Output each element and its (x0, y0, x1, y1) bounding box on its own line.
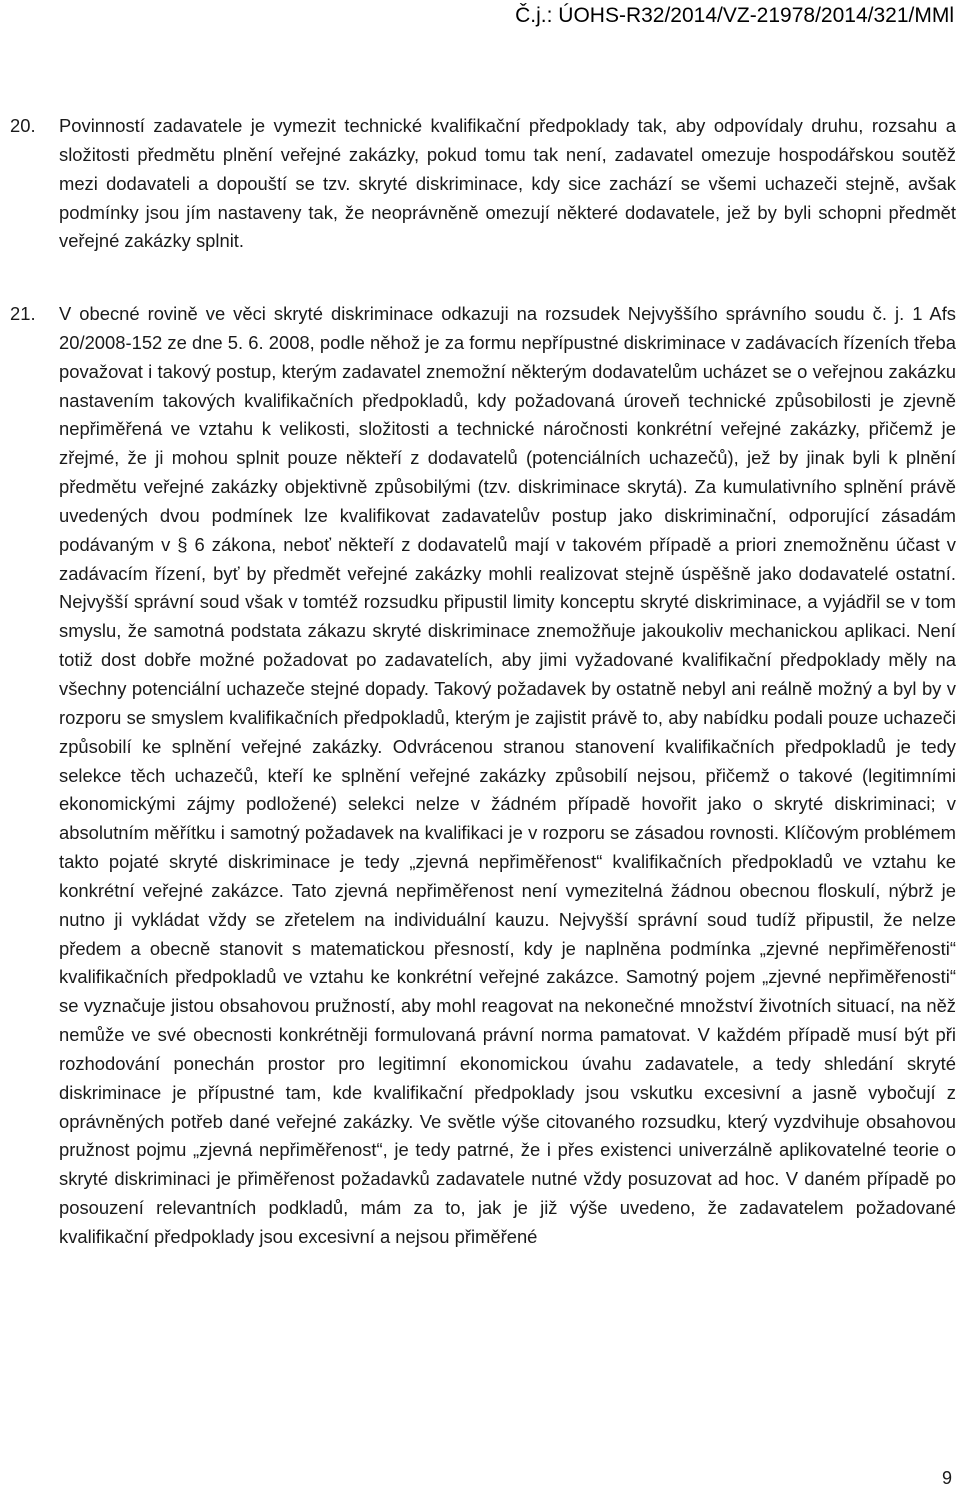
paragraph-number: 20. (10, 115, 36, 136)
paragraph-21 (10, 300, 956, 1252)
paragraph-text: V obecné rovině ve věci skryté diskriminace odkazuji na rozsudek Nejvyššího správního soudu č. j. 1 Afs 20/2008-152 ze dne 5. 6. 2008, podle něhož je za formu nepřípustné diskriminace v zadávacích řízeních třeba považovat i takový postup, kterým zadavatel znemožní některým dodavatelům ucházet se o veřejnou zakázku nastavením takových kvalifikačních předpokladů, kdy požadovaná úroveň technické způsobilosti je zjevně nepřiměřená ve vztahu k velikosti, složitosti a technické náročnosti konkrétní veřejné zakázky, přičemž je zřejmé, že ji mohou splnit pouze někteří z dodavatelů (potenciálních uchazečů), jež by jinak byli k plnění předmětu veřejné zakázky objektivně způsobilými (tzv. diskriminace skrytá). Za kumulativního splnění právě uvedených dvou podmínek lze kvalifikovat zadavatelův postup jako diskriminační, odporující zásadám podávaným v § 6 zákona, neboť někteří z dodavatelů mají v takovém případě a priori znemožněnu účast v zadávacím řízení, byť by předmět veřejné zakázky mohli realizovat stejně úspěšně jako dodavatelé ostatní. Nejvyšší správní soud však v tomtéž rozsudku připustil limity konceptu skryté diskriminace, a vyjádřil se v tom smyslu, že samotná podstata zákazu skryté diskriminace znemožňuje jakoukoliv mechanickou aplikaci. Není totiž dost dobře možné požadovat po zadavatelích, aby jimi vyžadované kvalifikační předpoklady měly na všechny potenciální uchazeče stejné dopady. Takový požadavek by ostatně nebyl ani reálně možný a byl by v rozporu se smyslem kvalifikačních předpokladů, kterým je zajistit právě to, aby nabídku podali pouze uchazeči způsobilí ke splnění veřejné zakázky. Odvrácenou stranou stanovení kvalifikačních předpokladů je tedy selekce těch uchazečů, kteří ke splnění veřejné zakázky způsobilí nejsou, přičemž o takové (legitimními ekonomickými zájmy podložené) selekci nelze v žádném případě hovořit jako o skryté diskriminaci; v absolutním měřítku i samotný požadavek na kvalifikaci je v rozporu se zásadou rovnosti. Klíčovým problémem takto pojaté skryté diskriminace je tedy „zjevná nepřiměřenost“ kvalifikačních předpokladů ve vztahu ke konkrétní veřejné zakázce. Tato zjevná nepřiměřenost není vymezitelná žádnou obecnou floskulí, nýbrž je nutno ji vykládat vždy se zřetelem na individuální kauzu. Nejvyšší správní soud tudíž připustil, že nelze předem a obecně stanovit s matematickou přesností, kdy je naplněna podmínka „zjevné nepřiměřenosti“ kvalifikačních předpokladů ve vztahu ke konkrétní veřejné zakázce. Samotný pojem „zjevné nepřiměřenosti“ se vyznačuje jistou obsahovou pružností, aby mohl reagovat na nekonečné množství životních situací, na něž nemůže ve své obecnosti konkrétněji formulovaná právní norma pamatovat. V každém případě musí být při rozhodování ponechán prostor pro legitimní ekonomickou úvahu zadavatele, a tedy shledání skryté diskriminace je přípustné tam, kde kvalifikační předpoklady jsou vskutku excesivní a jasně vybočují z oprávněných potřeb dané veřejné zakázky. Ve světle výše citovaného rozsudku, který vyzdvihuje obsahovou pružnost pojmu „zjevná nepřiměřenost“, je tedy patrné, že i přes existenci univerzálně aplikovatelné teorie o skryté diskriminaci je přiměřenost požadavků zadavatele nutné vždy posuzovat ad hoc. V daném případě po posouzení relevantních podkladů, mám za to, jak je již výše uvedeno, že zadavatelem požadované kvalifikační předpoklady jsou excesivní a nejsou přiměřené (59, 303, 956, 1247)
paragraph-text: Povinností zadavatele je vymezit technické kvalifikační předpoklady tak, aby odpovídaly druhu, rozsahu a složitosti předmětu plnění veřejné zakázky, pokud tomu tak není, zadavatel omezuje hospodářskou soutěž mezi dodavateli a dopouští se tzv. skryté diskriminace, kdy sice zachází se všemi uchazeči stejně, avšak podmínky jsou jím nastaveny tak, že neoprávněně omezují některé dodavatele, jež by byli schopni předmět veřejné zakázky splnit. (59, 115, 956, 252)
paragraph-number: 21. (10, 303, 36, 324)
document-reference-number: Č.j.: ÚOHS-R32/2014/VZ-21978/2014/321/MMl (515, 4, 954, 27)
page-number: 9 (941, 1468, 952, 1488)
paragraph-20 (10, 112, 956, 256)
